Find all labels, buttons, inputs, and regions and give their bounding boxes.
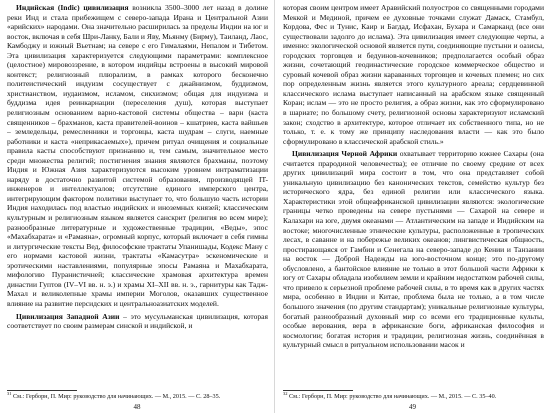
footnote-number: 32	[283, 391, 288, 397]
paragraph-text: охватывает территорию южнее Сахары (она считается прародиной человечества); ее отличие по своему средние от всех других цивилизаций мира состоит в том, что она представляет собой уникальную цивилизацию без канонических текстов, семейство культур без исторического ядра, без единой религии или классического языка. Характеристики этой общеафриканской цивилизации являются: экологические границы четко проведены на севере пустынями — Сахарой на севере и Калахари на юге, двумя океанами — Атлантическим на западе и Индийским на востоке; многочисленные этнические культуры, расположенные в тропических лесах, в саванне и на побережье великих океанов; лингвистическая общность, простирающаяся от Гамбии и Сенегала на северо-западе до Кении и Танзании на восток — Доброй Надежды на юго-восточном конце; это по-другому обусловлено, а бантойское влияние не только в этот большой части Африки к югу от Сахары обладала изобилием земли и крайним недостатком рабочей силы, что привело к серьезной проблеме рабочей силы, в то время как в других частях мира, особенно в Индии и Китае, проблема была не только, а в том числе большого значения (по другим стандартам); уникальные религиозные культуры, богатый разнообразный духовный мир со всеми его традиционные культы, особые верования, вера в африканские боги, африканская философия и космологии; богатая история и традиции, религиозная жизнь, соединённая в культурный смысл в ритуальном использовании масок и	[283, 149, 544, 350]
footnote-number: 31	[7, 391, 12, 397]
footnote	[7, 390, 268, 401]
paragraph-indic-civilization	[7, 3, 268, 309]
paragraph-text: – это мусульманская цивилизация, которая соответствует по своим размерам синской и индийской, и	[7, 311, 268, 331]
paragraph-west-asia-continued	[283, 3, 544, 146]
page-number: 48	[133, 403, 141, 411]
paragraph-text: которая своим центром имеет Аравийский полуостров со священными городами Меккой и Мединой, причем ее духовные точками служат Дамаск, Стамбул, Кордова, Фес и Тунис, Каир и Багдад, Исфахан, Бухара и Самарканд (все они существовали задолго до ислама). Эта цивилизация имеет следующие черты, а именно: экологической основой является пути, соединяющие пустыни и оазисы, городских торговцев и бедуинов-кочевников; предполагается особый образ жизни, сочетающий геодинастические городское коммерческое общество и суровый кочевой образ жизни караванных торговцев и кочевых племен; но сих пор определенным жизнь является этого культурного ареала; сердцевинной классического ислама выступает написанный на арабском языке священный Коран; ислам — это не просто религия, а образ жизни, как это сформулировано в шариате; по большому счету, религиозной основы характеризуют исламский закон; сходство в архитектуре, которое отличает их собственного типа, но не только, т. е. к тому же принципу наследования власти — как это было сформулировано в классической арабской стиль.»	[283, 3, 544, 146]
paragraph-lead: Цивилизация Черной Африки	[292, 149, 398, 159]
paragraph-text: возникла 3500–3000 лет назад в долине реки Инд и стала прибежищем с северо-запада Ирана и Центральной Азии «арийских» народами. Она значительно расширилась за пределы Индии на юг и восток, включая в себя Шри-Ланку, Бали и Яву, Мьянму (Бирму), Таиланд, Лаос, Камбоджу и южный Вьетнам; на севере с его Гималаями, Непалом и Тибетом. Эта цивилизация характеризуется следующими параметрами: комплексное (целостное) мировоззрение, в котором индийцы встроены в высокий мировой контекст; религиозный плюрализм, в рамках которого бесконечно политеистический индуизм сосуществует с джайнизмом, буддизмом, христианством, иудаизмом, исламом, сикхизмом; общая для индуизма и буддизма идея реинкарнации (переселения душ), которая выступает религиозным основанием варно-кастовой системы общества – варн (каста священников – брахманов, каста правителей-воинов – кшатриев, каста вайшьев – земледельцы, ремесленники и торговцы, каста шудрам – слуги, наемные работники и каста «неприкасаемых»), причем ритуал очищения и социальные правила касты способствуют признанию и, тем самым, значительное место среди множества религий; постигнения знания являются брахманы, поэтому Индия и Южная Азия характеризуются высоким уровнем интраматизации наряду в достаточно развитой системой образования, производящей IT-инженеров и интеллектуалов; отсутствие единого имперского центра, интегрирующим фактором политики выступает то, что большую часть истории Индия находилась под властью индийских и иноземных князей; классическим культурным и религиозным языком является санскрит (религия во всем мире); разнообразные литературные и художественные традиции, «Веды», эпос «Махабхарата» и «Рамаяна», огромный корпус, который включает в себя гимны и литургические тексты Вед, философские трактаты Упанишады, Кодекс Ману с его нормами кастовой жизни, трактаты «Камасутра» эскеномические и эротическими наставлениями, популярные эпосы Рамаяна и Махабхарата, мифологию Пуранистичней; классические храмовая архитектура времен династии Гуптов (IV–VI вв. н. э.) и храмы XI–XII вв. н. э., гарнитуры как Тадж-Махал и великолепные храмы империи Моголов, оказавших существенное влияние на развитие персидских и центральноазиатских моделей.	[7, 3, 268, 308]
footnote	[283, 390, 544, 401]
paragraph-black-africa-civilization	[283, 149, 544, 349]
footnote-text: Cм.: Герборн, П. Мир: руководство для начинающих. — М., 2015. — С. 35–40.	[289, 393, 497, 401]
paragraph-lead: Индийская (Indic) цивилизация	[16, 3, 129, 12]
right-page-body	[283, 3, 544, 350]
page-number: 49	[409, 403, 416, 411]
left-page-body	[7, 3, 268, 331]
footnote-text: Cм.: Герборн, П. Мир: руководство для начинающих. — М., 2015. — С. 28–35.	[13, 393, 221, 401]
paragraph-west-asia-civilization	[7, 312, 268, 331]
paragraph-lead: Цивилизация Западной Азии	[16, 311, 120, 321]
right-page	[275, 0, 550, 413]
